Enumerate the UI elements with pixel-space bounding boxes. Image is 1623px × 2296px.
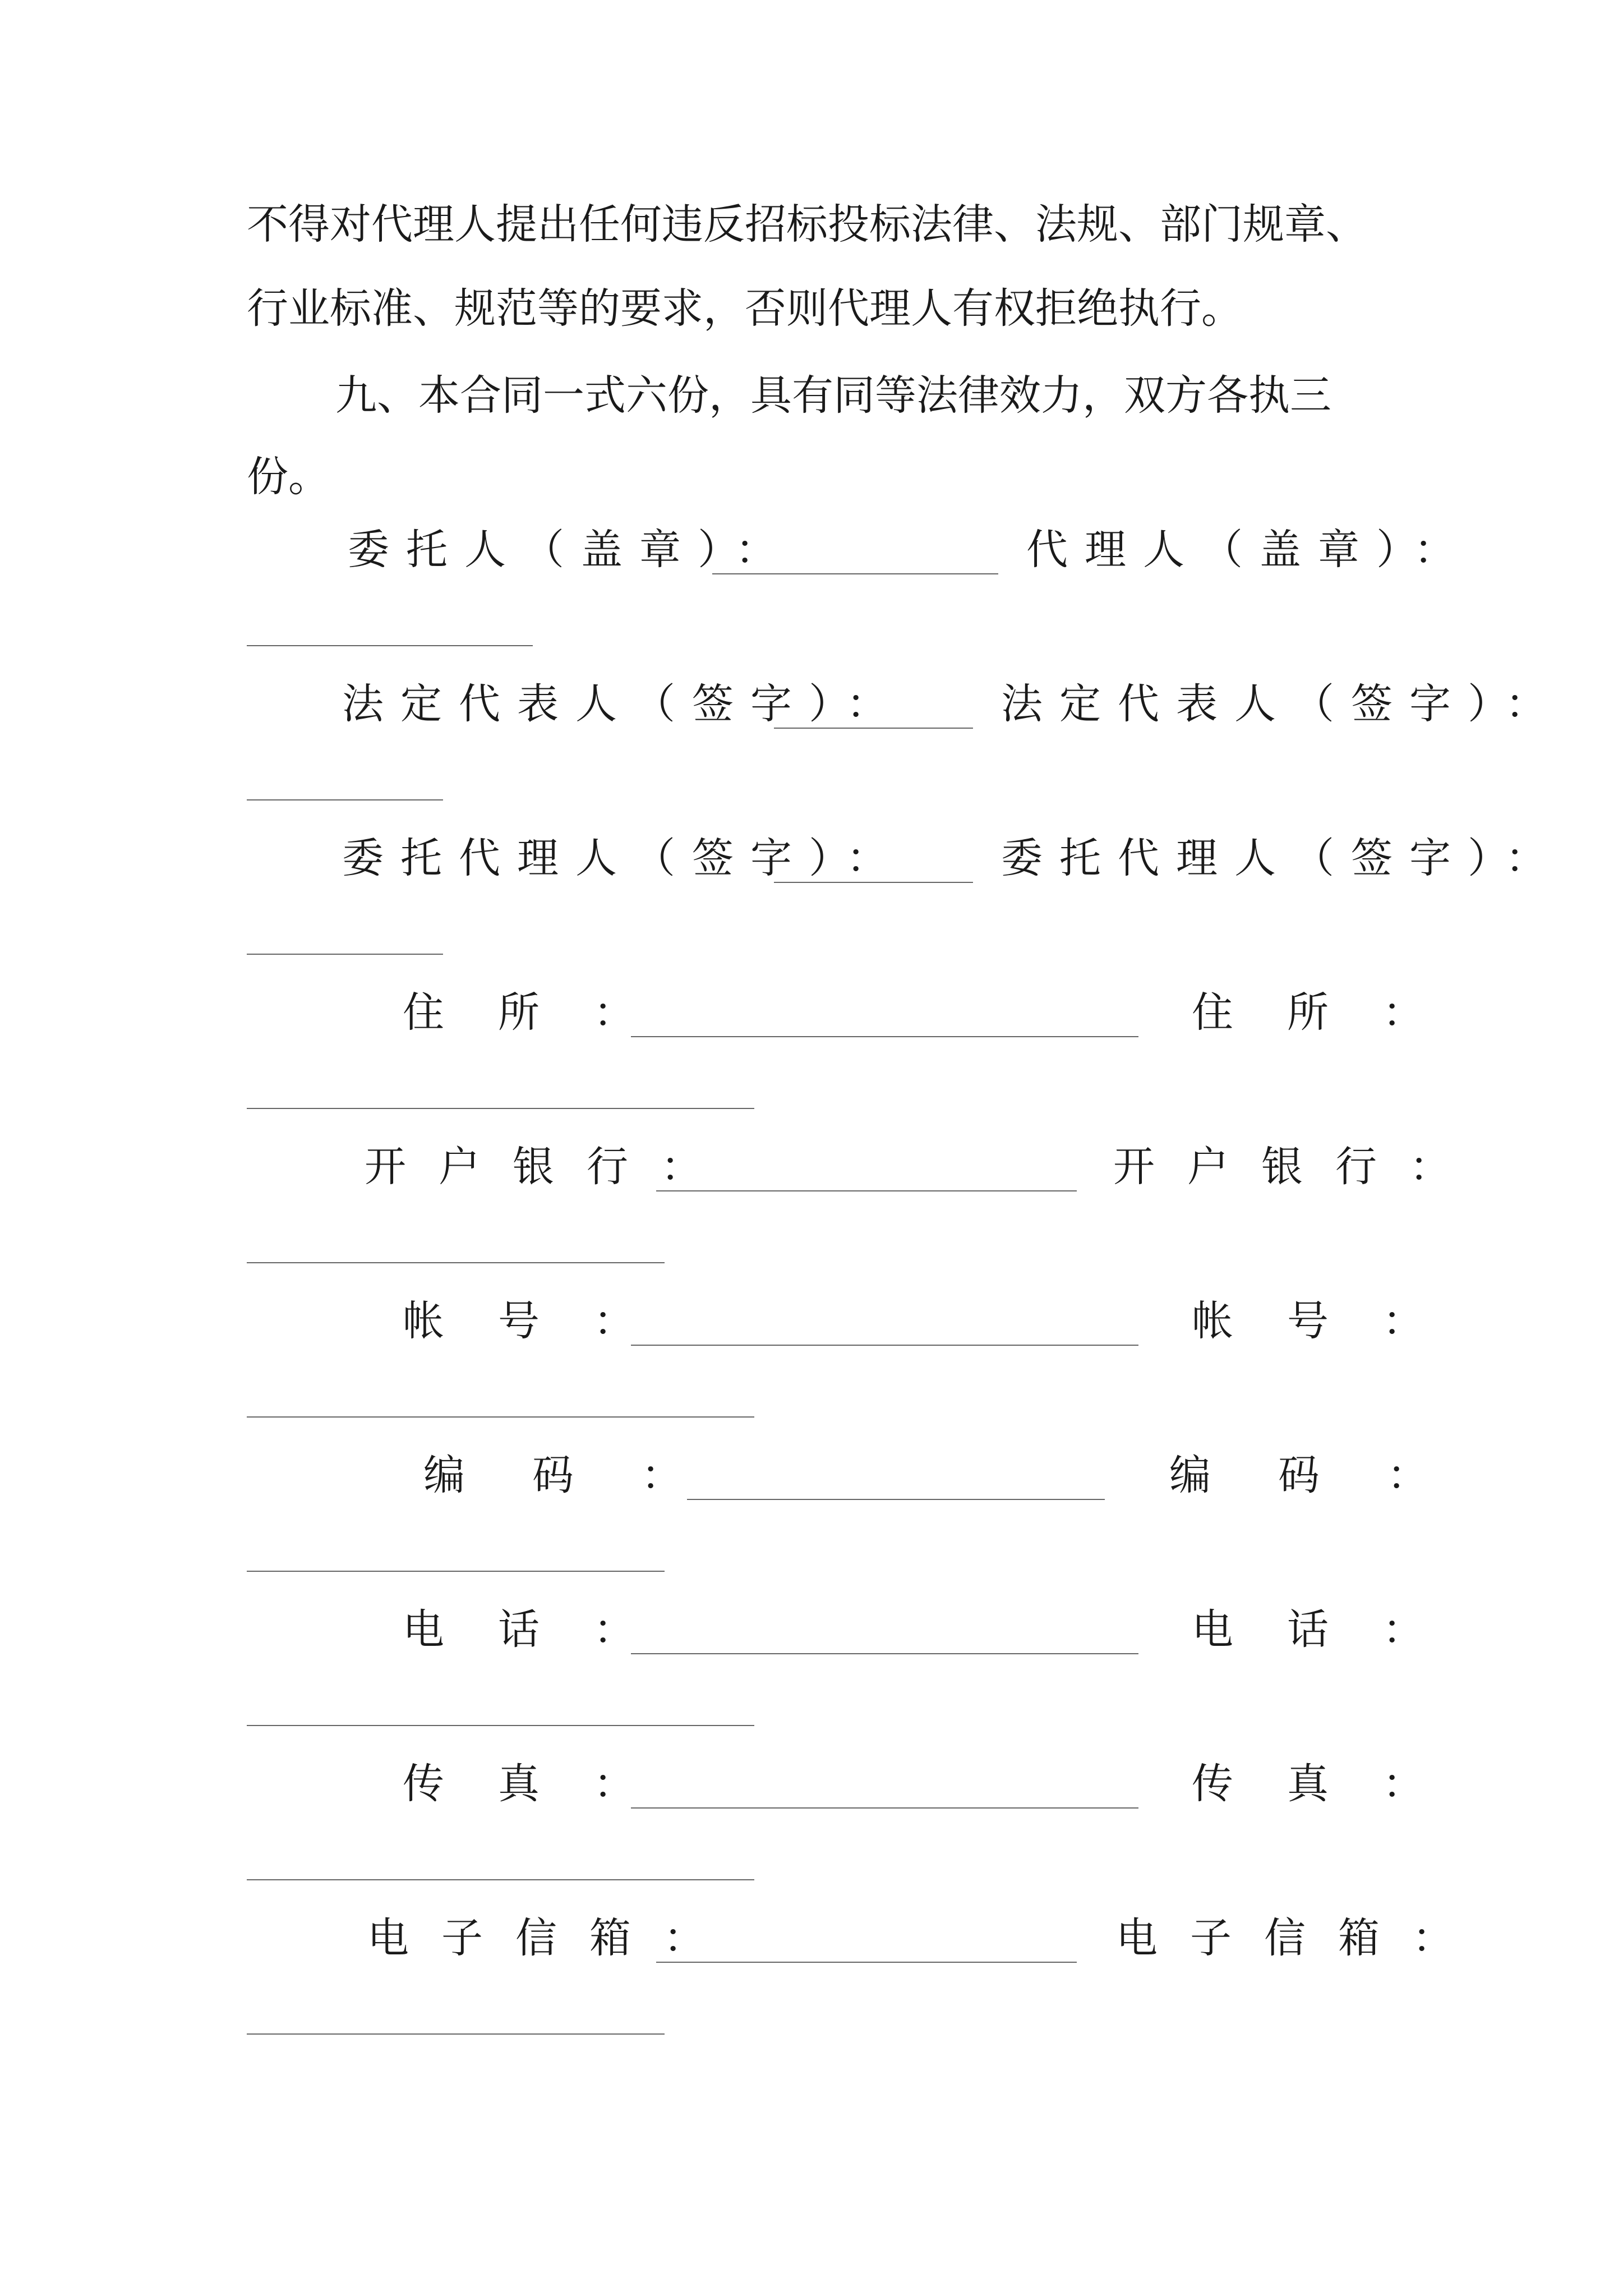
blank-principal-bank[interactable] xyxy=(656,1190,1077,1191)
signature-row-seal xyxy=(0,522,1623,583)
field-label-principal-phone: 电话： xyxy=(403,1605,689,1654)
paragraph-line: 行业标准、规范等的要求，否则代理人有权拒绝执行。 xyxy=(247,284,1243,333)
blank-principal-address[interactable] xyxy=(631,1036,1138,1037)
field-label-principal-postcode: 编码： xyxy=(423,1451,750,1499)
blank-agent-account[interactable] xyxy=(247,1416,754,1418)
blank-agent-fax[interactable] xyxy=(247,1879,754,1880)
field-label-agent-postcode: 编码： xyxy=(1169,1451,1496,1499)
signature-row-phone xyxy=(0,1602,1623,1663)
paragraph-line: 九、本合同一式六份，具有同等法律效力，双方各执三 xyxy=(335,371,1331,420)
field-label-agent-bank: 开户银行： xyxy=(1113,1143,1483,1191)
blank-principal-authorized-agent[interactable] xyxy=(774,882,973,883)
signature-row-account xyxy=(0,1293,1623,1355)
field-label-principal-legal-rep: 法定代表人（签字）： xyxy=(342,680,905,728)
blank-agent-email[interactable] xyxy=(247,2033,665,2035)
field-label-principal-bank: 开户银行： xyxy=(365,1143,735,1191)
field-label-agent-address: 住所： xyxy=(1192,988,1478,1037)
field-label-principal-fax: 传真： xyxy=(403,1760,689,1808)
signature-row-email xyxy=(0,1910,1623,1972)
paragraph-line: 不得对代理人提出任何违反招标投标法律、法规、部门规章、 xyxy=(247,200,1367,249)
blank-principal-fax[interactable] xyxy=(631,1807,1138,1809)
field-label-agent-email: 电子信箱： xyxy=(1116,1914,1486,1962)
field-label-agent-legal-rep: 法定代表人（签字）： xyxy=(1001,680,1564,728)
blank-agent-phone[interactable] xyxy=(247,1725,754,1726)
field-label-principal-email: 电子信箱： xyxy=(367,1914,737,1962)
blank-agent-address[interactable] xyxy=(247,1108,754,1109)
field-label-agent-authorized-agent: 委托代理人（签字）： xyxy=(1001,834,1564,882)
signature-row-postcode xyxy=(0,1447,1623,1509)
blank-principal-seal[interactable] xyxy=(712,573,998,574)
blank-principal-postcode[interactable] xyxy=(687,1499,1105,1500)
field-label-agent-fax: 传真： xyxy=(1192,1760,1478,1808)
paragraph-line: 份。 xyxy=(247,453,330,501)
field-label-agent-phone: 电话： xyxy=(1192,1605,1478,1654)
signature-row-address xyxy=(0,984,1623,1046)
signature-row-fax xyxy=(0,1756,1623,1818)
field-label-principal-authorized-agent: 委托代理人（签字）： xyxy=(342,834,905,882)
field-label-principal-account: 帐号： xyxy=(403,1297,689,1345)
blank-agent-bank[interactable] xyxy=(247,1262,665,1263)
field-label-agent-account: 帐号： xyxy=(1192,1297,1478,1345)
blank-agent-legal-rep[interactable] xyxy=(247,799,443,800)
blank-principal-phone[interactable] xyxy=(631,1653,1138,1654)
field-label-agent-seal: 代理人（盖章）： xyxy=(1026,526,1472,574)
blank-agent-postcode[interactable] xyxy=(247,1571,665,1572)
field-label-principal-address: 住所： xyxy=(403,988,689,1037)
blank-principal-legal-rep[interactable] xyxy=(774,728,973,729)
blank-agent-seal[interactable] xyxy=(247,645,533,646)
field-label-principal-seal: 委托人（盖章）： xyxy=(348,526,794,574)
blank-principal-account[interactable] xyxy=(631,1345,1138,1346)
blank-principal-email[interactable] xyxy=(656,1962,1077,1963)
signature-row-bank xyxy=(0,1139,1623,1200)
signature-row-legal-rep xyxy=(0,676,1623,738)
blank-agent-authorized-agent[interactable] xyxy=(247,954,443,955)
signature-row-authorized-agent xyxy=(0,830,1623,892)
